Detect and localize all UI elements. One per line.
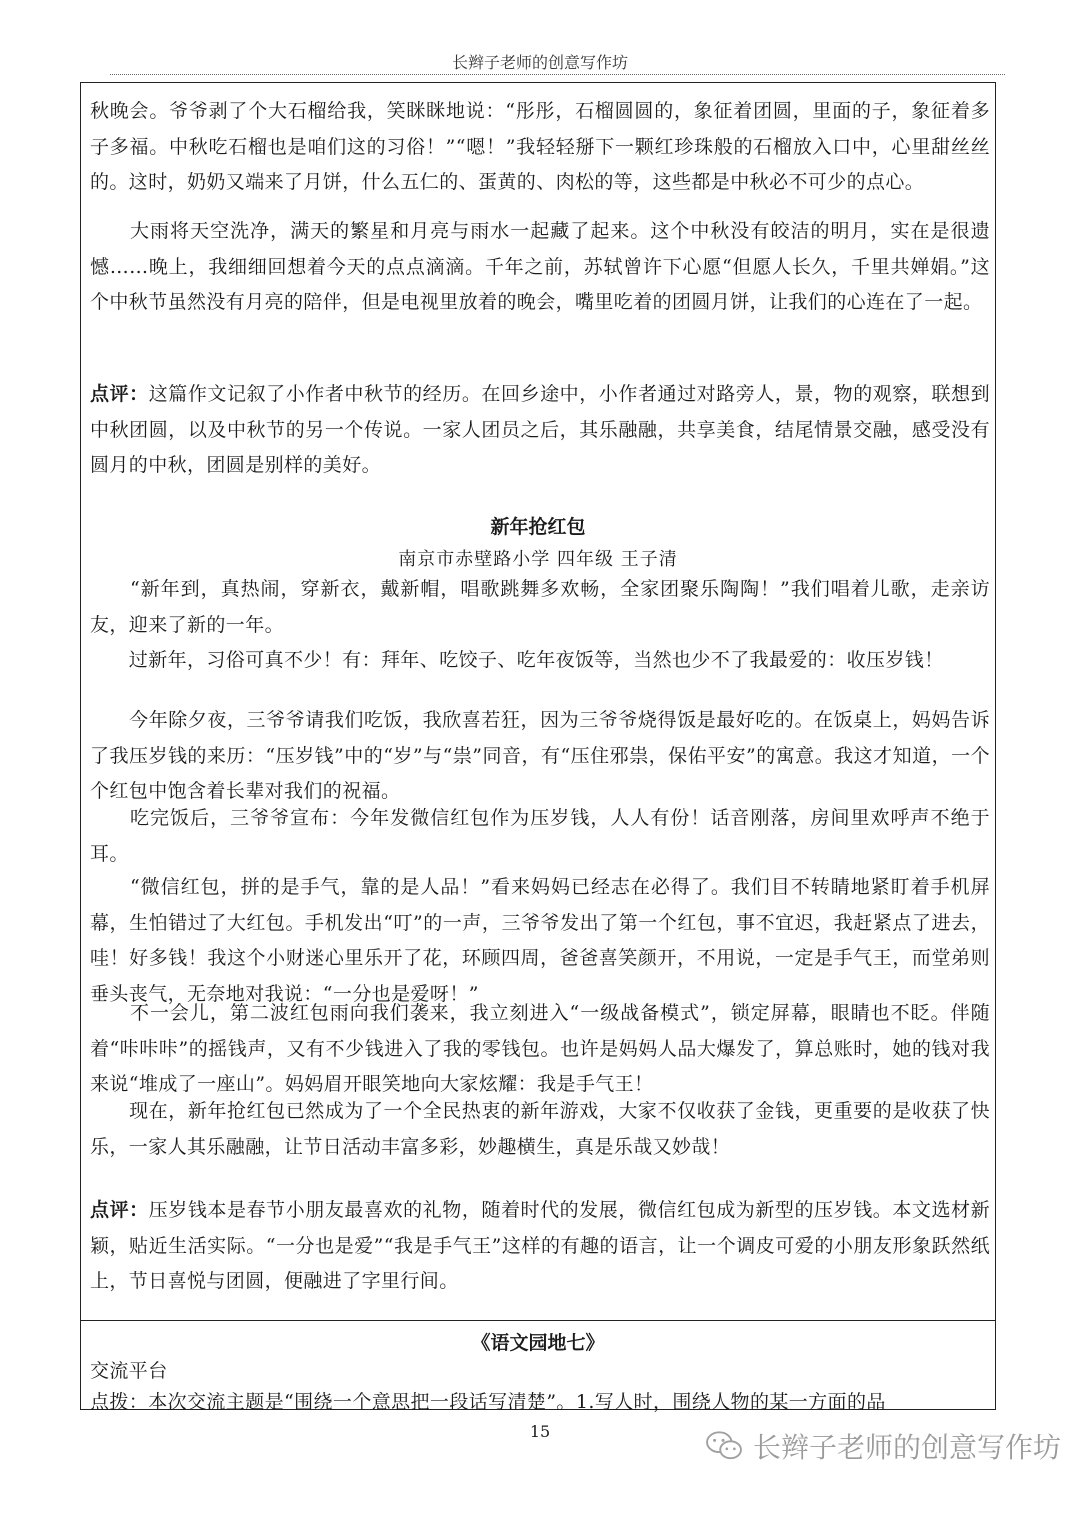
essay2-paragraph-7: 现在，新年抢红包已然成为了一个全民热衷的新年游戏，大家不仅收获了金钱，更重要的是收获了快乐，一家人其乐融融，让节日活动丰富多彩，妙趣横生，真是乐哉又妙哉！ [90,1100,990,1158]
essay2-paragraph-1: “新年到，真热闹，穿新衣，戴新帽，唱歌跳舞多欢畅，全家团聚乐陶陶！”我们唱着儿歌，走亲访友，迎来了新的一年。 [90,578,990,636]
section-title: 《语文园地七》 [471,1332,605,1354]
wechat-icon [705,1430,743,1462]
essay2-title: 新年抢红包 [490,516,586,538]
page-number: 15 [529,1422,551,1441]
essay2-paragraph-3: 今年除夕夜，三爷爷请我们吃饭，我欣喜若狂，因为三爷爷烧得饭是最好吃的。在饭桌上，妈妈告诉了我压岁钱的来历：“压岁钱”中的“岁”与“祟”同音，有“压住邪祟，保佑平安”的寓意。我这才知道，一个个红包中饱含着长辈对我们的祝福。 [90,709,990,802]
section-divider [80,1320,996,1321]
essay2-author: 南京市赤壁路小学 四年级 王子清 [398,549,678,570]
section-subtitle: 交流平台 [90,1360,168,1382]
header-rule [110,74,1005,75]
watermark [705,1426,1061,1466]
page-header: 长辫子老师的创意写作坊 [451,53,628,72]
watermark-text: 长辫子老师的创意写作坊 [753,1431,1062,1464]
comment-label: 点评： [90,1199,149,1221]
essay2-paragraph-6: 不一会儿，第二波红包雨向我们袭来，我立刻进入“一级战备模式”，锁定屏幕，眼睛也不眨。伴随着“咔咔咔”的摇钱声，又有不少钱进入了我的零钱包。也许是妈妈人品大爆发了，算总账时，她的钱对我来说“堆成了一座山”。妈妈眉开眼笑地向大家炫耀：我是手气王！ [90,1002,990,1095]
essay1-paragraph-1: 秋晚会。爷爷剥了个大石榴给我，笑眯眯地说：“彤彤，石榴圆圆的，象征着团圆，里面的子，象征着多子多福。中秋吃石榴也是咱们这的习俗！”“嗯！”我轻轻掰下一颗红珍珠般的石榴放入口中，心里甜丝丝的。这时，奶奶又端来了月饼，什么五仁的、蛋黄的、肉松的等，这些都是中秋必不可少的点心。 [90,100,990,193]
essay1-comment [90,377,990,484]
comment-text: 这篇作文记叙了小作者中秋节的经历。在回乡途中，小作者通过对路旁人，景，物的观察，联想到中秋团圆，以及中秋节的另一个传说。一家人团员之后，其乐融融，共享美食，结尾情景交融，感受没有圆月的中秋，团圆是别样的美好。 [90,383,991,476]
section-text: 点拨：本次交流主题是“围绕一个意思把一段话写清楚”。1.写人时，围绕人物的某一方面的品 [90,1391,886,1413]
comment-text: 压岁钱本是春节小朋友最喜欢的礼物，随着时代的发展，微信红包成为新型的压岁钱。本文选材新颖，贴近生活实际。“一分也是爱”“我是手气王”这样的有趣的语言，让一个调皮可爱的小朋友形象跃然纸上，节日喜悦与团圆，便融进了字里行间。 [90,1199,991,1292]
essay2-paragraph-5: “微信红包，拼的是手气，靠的是人品！”看来妈妈已经志在必得了。我们目不转睛地紧盯着手机屏幕，生怕错过了大红包。手机发出“叮”的一声，三爷爷发出了第一个红包，事不宜迟，我赶紧点了进去，哇！好多钱！我这个小财迷心里乐开了花，环顾四周，爸爸喜笑颜开，不用说，一定是手气王，而堂弟则垂头丧气，无奈地对我说：“一分也是爱呀！” [90,876,990,1005]
comment-label: 点评： [90,383,149,405]
essay1-paragraph-2: 大雨将天空洗净，满天的繁星和月亮与雨水一起藏了起来。这个中秋没有皎洁的明月，实在是很遗憾……晚上，我细细回想着今天的点点滴滴。千年之前，苏轼曾许下心愿“但愿人长久，千里共婵娟。”这个中秋节虽然没有月亮的陪伴，但是电视里放着的晚会，嘴里吃着的团圆月饼，让我们的心连在了一起。 [90,220,990,313]
essay2-paragraph-2: 过新年，习俗可真不少！有：拜年、吃饺子、吃年夜饭等，当然也少不了我最爱的：收压岁钱！ [90,649,944,671]
essay2-comment [90,1193,990,1300]
essay2-paragraph-4: 吃完饭后，三爷爷宣布：今年发微信红包作为压岁钱，人人有份！话音刚落，房间里欢呼声不绝于耳。 [90,807,990,865]
